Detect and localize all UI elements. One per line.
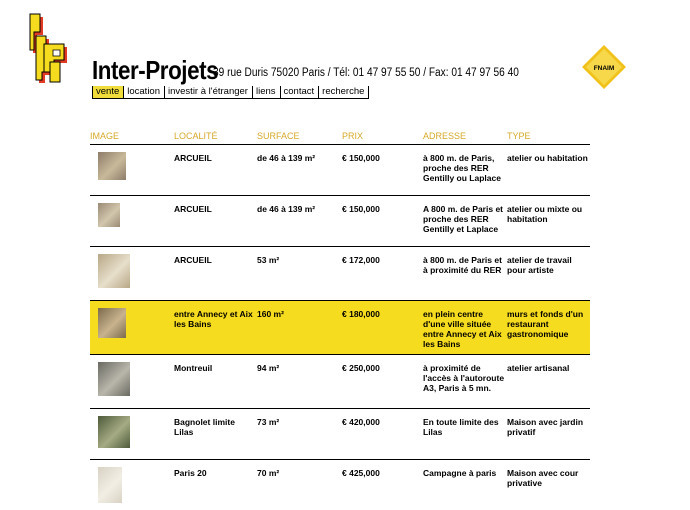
cell-surface: 94 m² bbox=[257, 363, 280, 373]
cell-prix: € 425,000 bbox=[342, 468, 380, 478]
table-row[interactable] bbox=[90, 408, 590, 459]
cell-type: atelier ou mixte ou habitation bbox=[507, 204, 583, 224]
inter-projets-logo bbox=[27, 13, 85, 95]
listing-thumbnail[interactable] bbox=[98, 308, 126, 338]
cell-localite: ARCUEIL bbox=[174, 255, 212, 265]
table-row[interactable] bbox=[90, 459, 590, 510]
fnaim-badge bbox=[581, 44, 627, 90]
cell-adresse: A 800 m. de Paris et proche des RER Gentilly et Laplace bbox=[423, 204, 504, 234]
cell-prix: € 180,000 bbox=[342, 309, 380, 319]
cell-localite: ARCUEIL bbox=[174, 153, 212, 163]
nav-tab-1[interactable]: location bbox=[123, 86, 164, 98]
table-header bbox=[90, 128, 590, 144]
cell-type: atelier de travail pour artiste bbox=[507, 255, 572, 275]
table-row[interactable] bbox=[90, 246, 590, 300]
listing-thumbnail[interactable] bbox=[98, 416, 130, 448]
cell-adresse: en plein centre d'une ville située entre Annecy et Aix les Bains bbox=[423, 309, 502, 349]
cell-type: Maison avec jardin privatif bbox=[507, 417, 584, 437]
cell-surface: 73 m² bbox=[257, 417, 280, 427]
main-nav bbox=[92, 86, 369, 99]
header-type: TYPE bbox=[507, 131, 531, 141]
header-adresse: ADRESSE bbox=[423, 131, 467, 141]
cell-adresse: à 800 m. de Paris et à proximité du RER bbox=[423, 255, 502, 275]
listings-table bbox=[90, 128, 590, 510]
cell-localite: ARCUEIL bbox=[174, 204, 212, 214]
header-localite: LOCALITÉ bbox=[174, 131, 218, 141]
nav-tab-5[interactable]: recherche bbox=[318, 86, 368, 98]
header-image: IMAGE bbox=[90, 131, 120, 141]
cell-localite: Montreuil bbox=[174, 363, 213, 373]
header-prix: PRIX bbox=[342, 131, 364, 141]
cell-localite: entre Annecy et Aix les Bains bbox=[174, 309, 253, 329]
cell-type: atelier ou habitation bbox=[507, 153, 588, 163]
table-row[interactable] bbox=[90, 195, 590, 246]
cell-surface: de 46 à 139 m² bbox=[257, 153, 316, 163]
cell-surface: 160 m² bbox=[257, 309, 284, 319]
nav-tab-3[interactable]: liens bbox=[252, 86, 280, 98]
cell-adresse: En toute limite des Lilas bbox=[423, 417, 499, 437]
cell-prix: € 172,000 bbox=[342, 255, 380, 265]
cell-type: murs et fonds d'un restaurant gastronomique bbox=[507, 309, 584, 339]
cell-localite: Bagnolet limite Lilas bbox=[174, 417, 235, 437]
cell-adresse: à 800 m. de Paris, proche des RER Gentilly ou Laplace bbox=[423, 153, 501, 183]
cell-type: Maison avec cour privative bbox=[507, 468, 579, 488]
table-row[interactable] bbox=[90, 300, 590, 354]
cell-localite: Paris 20 bbox=[174, 468, 207, 478]
cell-prix: € 420,000 bbox=[342, 417, 380, 427]
listing-thumbnail[interactable] bbox=[98, 362, 130, 396]
listing-thumbnail[interactable] bbox=[98, 467, 122, 503]
table-body bbox=[90, 144, 590, 510]
contact-address: 39 rue Duris 75020 Paris / Tél: 01 47 97 55 50 / Fax: 01 47 97 56 40 bbox=[213, 67, 519, 79]
cell-prix: € 250,000 bbox=[342, 363, 380, 373]
nav-tab-2[interactable]: investir à l'étranger bbox=[164, 86, 252, 98]
cell-prix: € 150,000 bbox=[342, 153, 380, 163]
header-surface: SURFACE bbox=[257, 131, 300, 141]
cell-surface: de 46 à 139 m² bbox=[257, 204, 316, 214]
cell-prix: € 150,000 bbox=[342, 204, 380, 214]
listing-thumbnail[interactable] bbox=[98, 254, 130, 288]
table-row[interactable] bbox=[90, 354, 590, 408]
nav-tab-0[interactable]: vente bbox=[92, 86, 123, 98]
cell-adresse: à proximité de l'accès à l'autoroute A3, Paris à 5 mn. bbox=[423, 363, 505, 393]
listing-thumbnail[interactable] bbox=[98, 203, 120, 227]
cell-adresse: Campagne à paris bbox=[423, 468, 497, 478]
nav-tab-4[interactable]: contact bbox=[280, 86, 319, 98]
cell-surface: 70 m² bbox=[257, 468, 280, 478]
table-row[interactable] bbox=[90, 144, 590, 195]
listing-thumbnail[interactable] bbox=[98, 152, 126, 180]
site-title: Inter-Projets bbox=[92, 55, 219, 85]
cell-surface: 53 m² bbox=[257, 255, 280, 265]
fnaim-label: FNAIM bbox=[593, 65, 615, 72]
cell-type: atelier artisanal bbox=[507, 363, 570, 373]
